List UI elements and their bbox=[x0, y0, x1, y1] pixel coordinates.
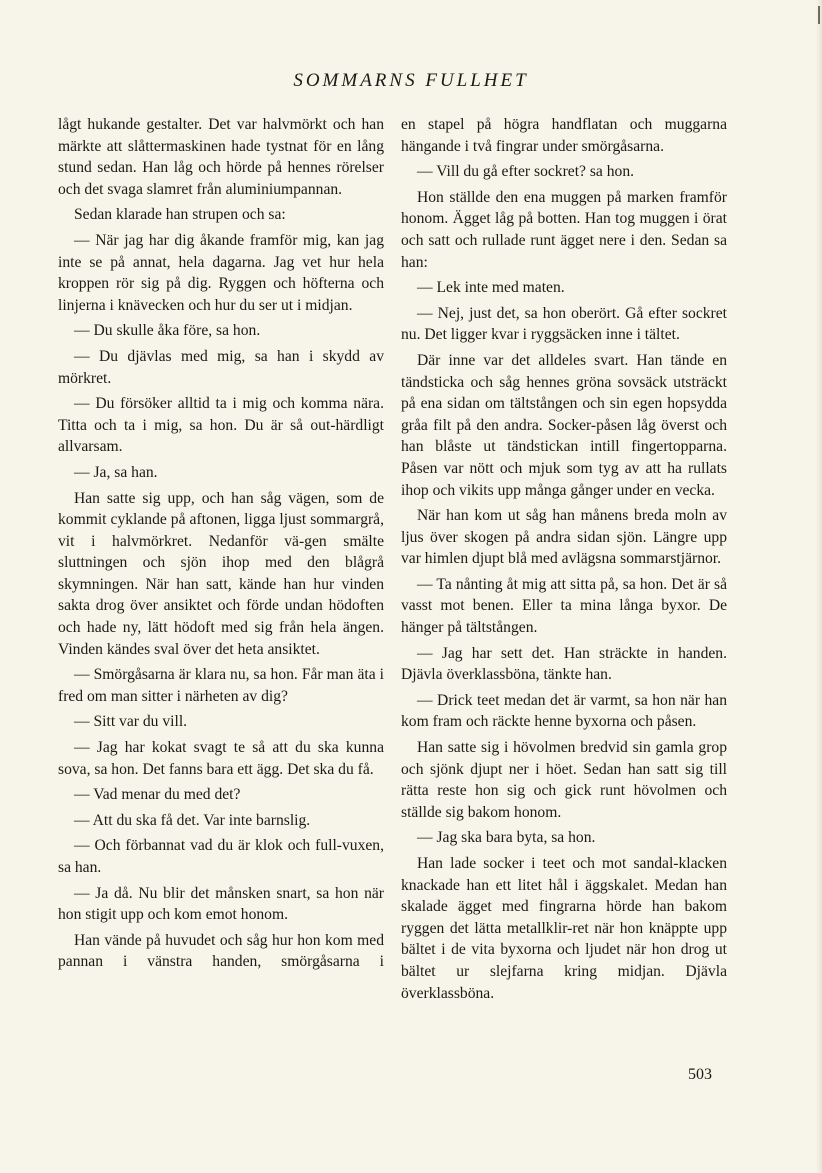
paragraph: — Att du ska få det. Var inte barnslig. bbox=[74, 811, 311, 829]
paragraph: Han satte sig upp, och han såg vägen, som de kommit cyklande på aftonen, ligga ljust sommargrå, vit i halvmörkret. Nedanför vä-gen smälte sluttningen och sjön ihop med den blågrå skymningen. När han satt, kände han hur vinden sakta drog över ansiktet och förde undan hödoften och hade ny, lätt hödoft med sig från hela ängen. Vinden kändes sval över det heta ansiktet. bbox=[58, 489, 384, 658]
paragraph: — Vill du gå efter sockret? sa hon. bbox=[417, 163, 635, 181]
paragraph: — När jag har dig åkande framför mig, kan jag inte se på annat, hela dagarna. Jag vet hur hela kroppen rör sig på dig. Ryggen och höfterna och linjerna i knävecken och hur du ser ut i midjan. bbox=[58, 231, 384, 314]
page-edge-shadow bbox=[816, 0, 822, 1173]
paragraph: — Jag har kokat svagt te så att du ska kunna sova, sa hon. Det fanns bara ett ägg. Det ska du få. bbox=[58, 739, 384, 778]
paragraph: — Du försöker alltid ta i mig och komma nära. Titta och ta i mig, sa hon. Du är så out-härdligt allvarsam. bbox=[58, 395, 384, 456]
paragraph: Hon ställde den ena muggen på marken framför honom. Ägget låg på botten. Han tog muggen i örat och satt och rullade runt ägget nere i den. Sedan sa han: bbox=[401, 188, 727, 271]
paragraph: — Drick teet medan det är varmt, sa hon när han kom fram och räckte henne byxorna och påsen. bbox=[401, 691, 727, 731]
running-header: SOMMARNS FULLHET bbox=[293, 70, 529, 91]
paragraph: — Vad menar du med det? bbox=[74, 786, 241, 804]
paragraph: — Smörgåsarna är klara nu, sa hon. Får man äta i fred om man sitter i närheten av dig? bbox=[58, 666, 384, 705]
paragraph: — Lek inte med maten. bbox=[417, 279, 565, 297]
paragraph: — Ja, sa han. bbox=[74, 463, 158, 481]
paragraph: När han kom ut såg han månens breda moln av ljus över skogen på andra sidan sjön. Längre upp var himlen djupt blå med avlägsna sommarstjärnor. bbox=[401, 507, 727, 568]
edge-mark bbox=[818, 6, 820, 24]
paragraph: Han lade socker i teet och mot sandal-klacken knackade han ett litet hål i äggskalet. Medan han skalade ägget med fingrarna hörde han bakom ryggen det lätta metallklir-ret när hon knäppte upp bältet i de vita byxorna och ljudet när hon drog ut bältet ur slejfarna kring midjan. Djävla överklassböna. bbox=[401, 855, 727, 1002]
paragraph: — Jag har sett det. Han sträckte in handen. Djävla överklassböna, tänkte han. bbox=[401, 644, 727, 684]
page-number: 503 bbox=[688, 1066, 712, 1083]
paragraph: — Du skulle åka före, sa hon. bbox=[74, 322, 261, 340]
paragraph: — Sitt var du vill. bbox=[74, 713, 188, 731]
paragraph: Han vände på huvudet och såg hur hon kom med pannan i vänstra handen, smörgåsarna i bbox=[58, 931, 384, 971]
paragraph: Sedan klarade han strupen och sa: bbox=[74, 206, 286, 224]
paragraph: — Du djävlas med mig, sa han i skydd av mörkret. bbox=[58, 347, 384, 387]
paragraph: Där inne var det alldeles svart. Han tände en tändsticka och såg hennes gröna sovsäck utsträckt på ena sidan om tältstången och sin egen hopsydda gråa filt på den andra. Socker-påsen låg överst och han blåste ut tändstickan intill fingertopparna. Påsen var nött och mjuk som tyg av att ha rullats ihop och vikits upp många gånger under en vecka. bbox=[401, 351, 727, 499]
paragraph: — Ja då. Nu blir det månsken snart, sa hon när hon stigit upp och kom emot honom. bbox=[58, 884, 384, 924]
paragraph: — Nej, just det, sa hon oberört. Gå efter sockret nu. Det ligger kvar i ryggsäcken inne i tältet. bbox=[401, 304, 727, 344]
paragraph: — Ta nånting åt mig att sitta på, sa hon. Det är så vasst mot benen. Eller ta mina långa byxor. De hänger på tältstången. bbox=[401, 575, 727, 637]
paragraph: — Jag ska bara byta, sa hon. bbox=[417, 829, 596, 847]
right-column bbox=[401, 114, 727, 1008]
left-column bbox=[58, 114, 384, 977]
paragraph: Han satte sig i hövolmen bredvid sin gamla grop och sjönk djupt ner i höet. Sedan han satt sig till rätta reste hon sig och gick runt hövolmen och ställde sig bakom honom. bbox=[401, 739, 727, 821]
paragraph: lågt hukande gestalter. Det var halvmörkt och han märkte att slåttermaskinen hade tystnat för en lång stund sedan. Han låg och hörde på hennes rörelser och det svaga slamret från aluminiumpannan. bbox=[58, 116, 384, 198]
paragraph: en stapel på högra handflatan och muggarna hängande i två fingrar under smörgåsarna. bbox=[401, 116, 727, 155]
paragraph: — Och förbannat vad du är klok och full-vuxen, sa han. bbox=[58, 837, 384, 876]
